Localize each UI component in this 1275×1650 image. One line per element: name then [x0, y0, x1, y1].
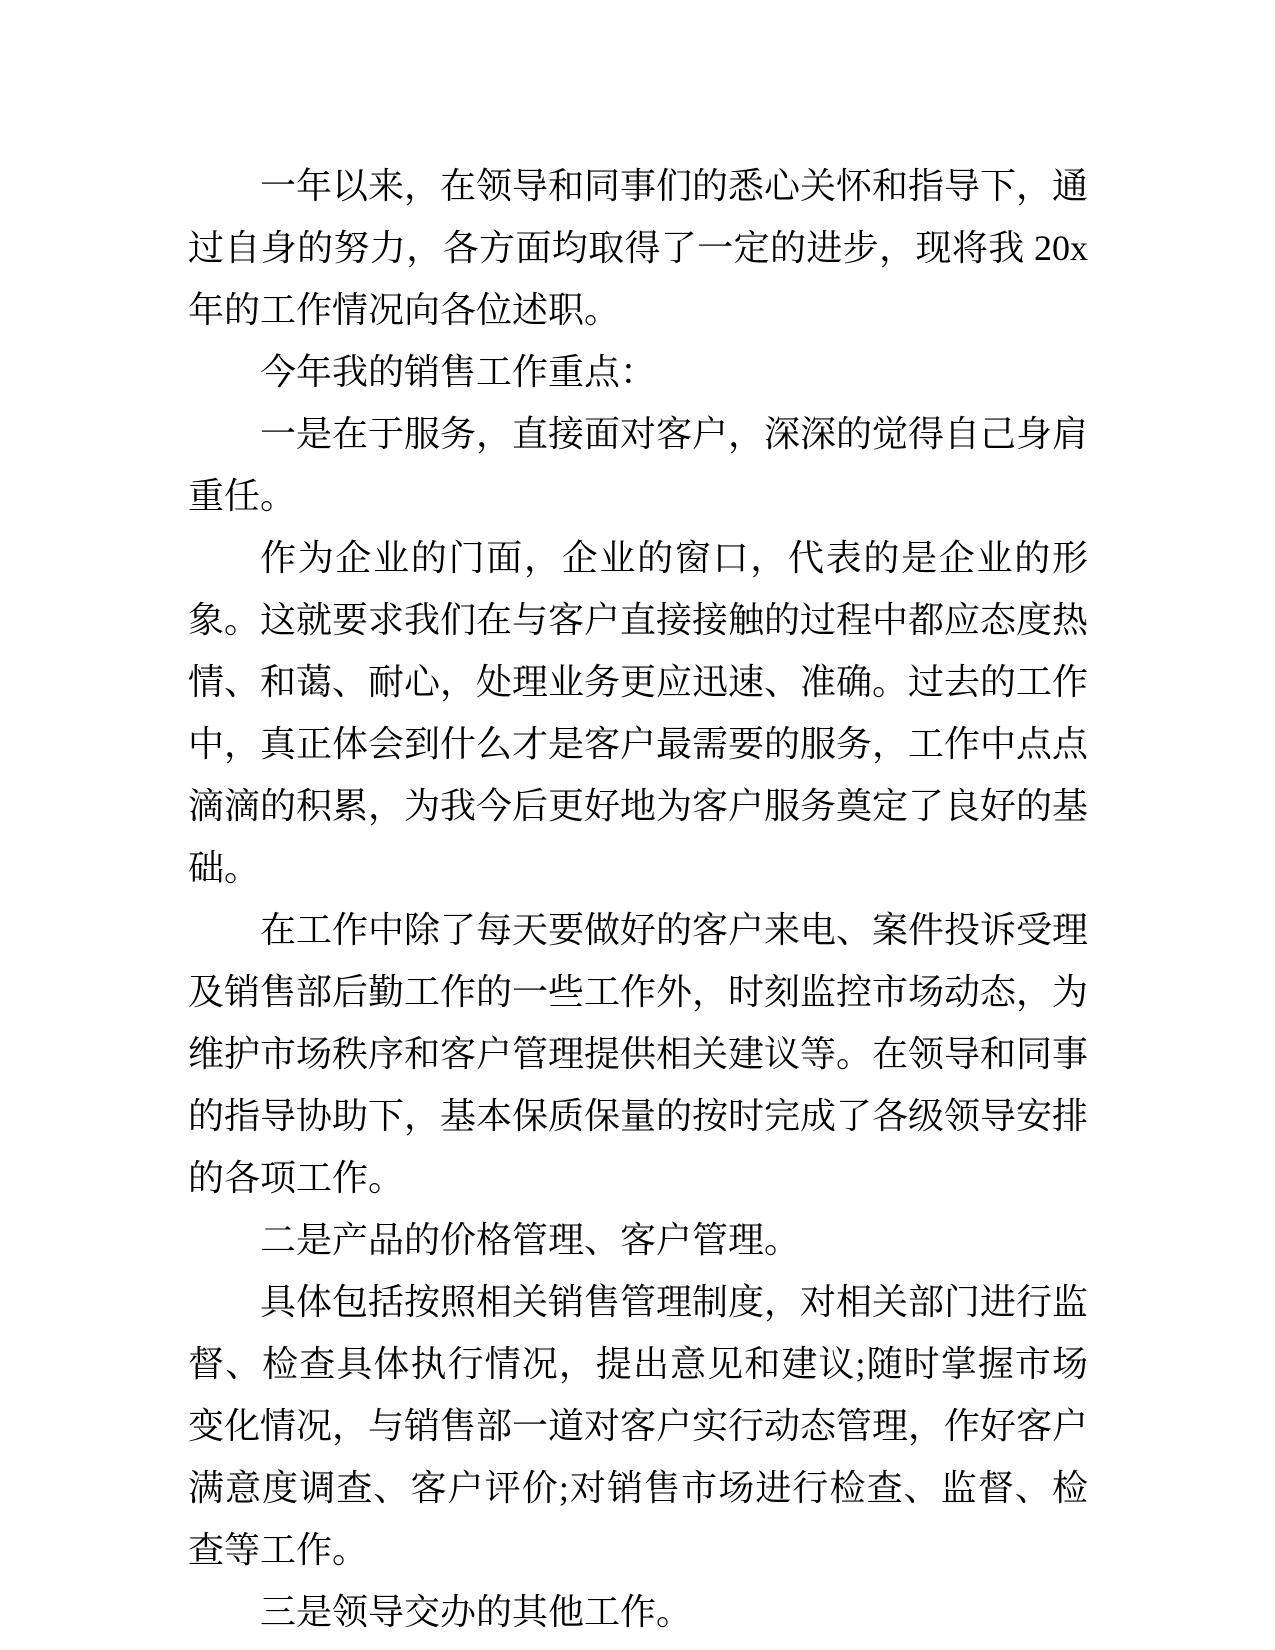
paragraph-point-two: 二是产品的价格管理、客户管理。 — [260, 1220, 801, 1260]
paragraph-focus-heading: 今年我的销售工作重点： — [260, 352, 657, 392]
paragraph-management-detail: 具体包括按照相关销售管理制度，对相关部门进行监督、检查具体执行情况，提出意见和建议;随时掌握市场变化情况，与销售部一道对客户实行动态管理，作好客户满意度调查、客户评价;对销售市场进行检查、监督、检查等工作。 — [188, 1282, 1089, 1570]
paragraph-daily-work: 在工作中除了每天要做好的客户来电、案件投诉受理及销售部后勤工作的一些工作外，时刻监控市场动态，为维护市场秩序和客户管理提供相关建议等。在领导和同事的指导协助下，基本保质保量的按时完成了各级领导安排的各项工作。 — [188, 910, 1089, 1198]
paragraph-point-three: 三是领导交办的其他工作。 — [260, 1592, 693, 1632]
paragraph-point-one: 一是在于服务，直接面对客户，深深的觉得自己身肩重任。 — [188, 414, 1089, 516]
paragraph-service-detail: 作为企业的门面，企业的窗口，代表的是企业的形象。这就要求我们在与客户直接接触的过程中都应态度热情、和蔼、耐心，处理业务更应迅速、准确。过去的工作中，真正体会到什么才是客户最需要的服务，工作中点点滴滴的积累，为我今后更好地为客户服务奠定了良好的基础。 — [188, 538, 1089, 888]
paragraph-intro: 一年以来，在领导和同事们的悉心关怀和指导下，通过自身的努力，各方面均取得了一定的进步，现将我 20x 年的工作情况向各位述职。 — [188, 166, 1089, 330]
